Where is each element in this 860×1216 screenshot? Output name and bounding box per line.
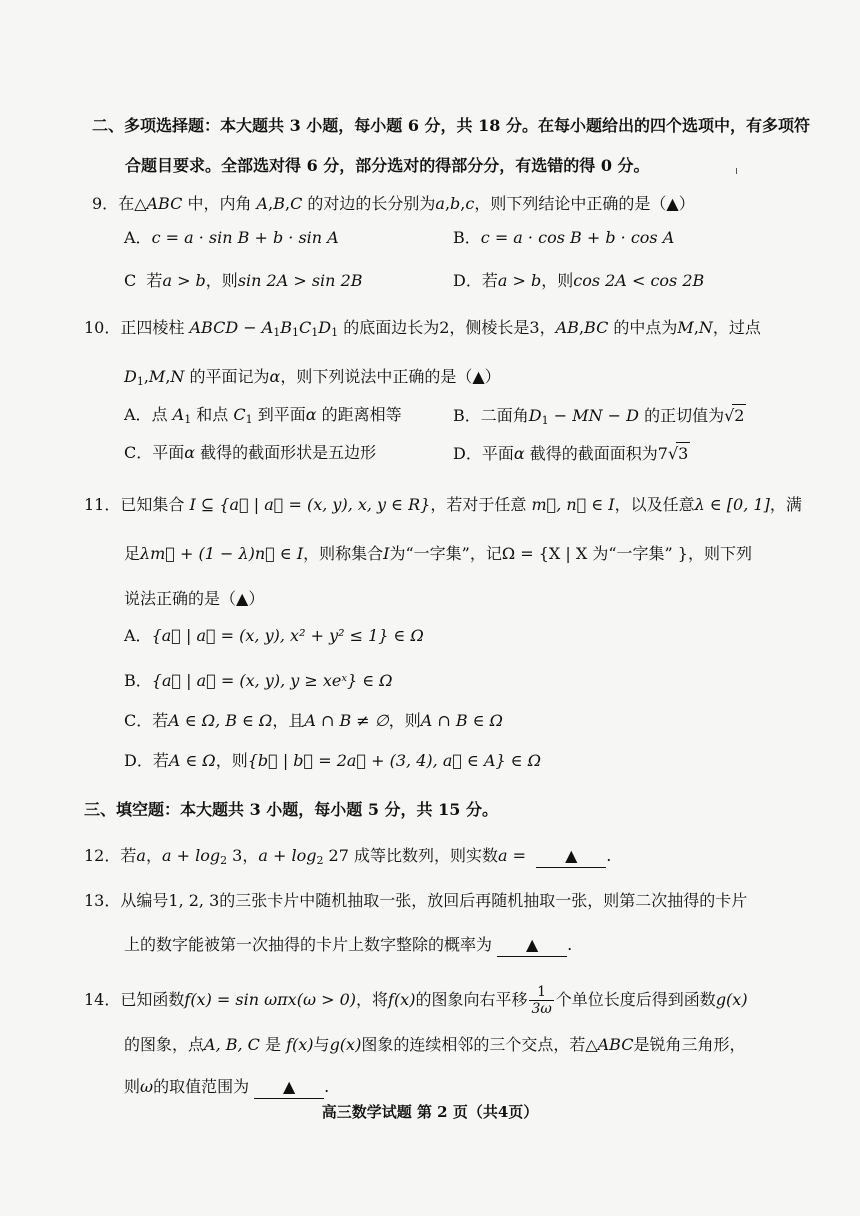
fill-in-blank[interactable]: ▲ xyxy=(254,1076,324,1099)
q9-option-c: C 若a > b，则sin 2A > sin 2B xyxy=(124,271,363,290)
question-13-line2: 上的数字能被第一次抽得的卡片上数字整除的概率为 ▲ . xyxy=(124,934,860,957)
question-14-line2: 的图象，点A, B, C 是 f(x)与g(x)图象的连续相邻的三个交点，若△ABC是锐角三角形， xyxy=(124,1035,746,1054)
question-10-stem-line1: 10．正四棱柱 ABCD − $A_1B_1C_1D_1$ 的底面边长为2，侧棱长是3，AB,BC 的中点为M,N，过点 xyxy=(84,318,761,339)
q11-option-a: A．{a⃗ | a⃗ = (x, y), x² + y² ≤ 1} ∈ Ω xyxy=(124,626,424,645)
question-9-stem: 9．在△ABC 中，内角 A,B,C 的对边的长分别为a,b,c，则下列结论中正确的是（▲） xyxy=(92,194,695,213)
question-13-line1: 13．从编号1, 2, 3的三张卡片中随机抽取一张，放回后再随机抽取一张，则第二次抽得的卡片 xyxy=(84,891,748,910)
fill-in-blank[interactable]: ▲ xyxy=(497,934,567,957)
section2-heading-line1: 二、多项选择题：本大题共 3 小题，每小题 6 分，共 18 分。在每小题给出的四个选项中，有多项符 xyxy=(92,116,810,135)
q11-number: 11． xyxy=(84,495,121,514)
question-12: 12．若a，$a + \log_2 3$，$a + \log_2 27$ 成等比数列，则实数a = ▲ . xyxy=(84,846,612,867)
q10-option-c: C．平面α 截得的截面形状是五边形 xyxy=(124,443,377,462)
q9-option-a: A．c = a · sin B + b · sin A xyxy=(124,228,339,247)
question-11-stem-line3: 说法正确的是（▲） xyxy=(124,589,265,608)
q10-number: 10． xyxy=(84,318,121,337)
scan-mark xyxy=(736,168,737,174)
q11-option-b: B．{a⃗ | a⃗ = (x, y), y ≥ xeˣ} ∈ Ω xyxy=(124,671,393,690)
q13-number: 13． xyxy=(84,891,121,910)
question-11-stem-line1: 11．已知集合 I ⊆ {a⃗ | a⃗ = (x, y), x, y ∈ R}，若对于任意 m⃗, n⃗ ∈ I，以及任意λ ∈ [0, 1]，满 xyxy=(84,495,802,514)
q14-number: 14． xyxy=(84,990,121,1009)
question-10-stem-line2: $D_1,M,N$ 的平面记为α，则下列说法中正确的是（▲） xyxy=(124,367,501,388)
q9-option-d: D．若a > b，则cos 2A < cos 2B xyxy=(453,271,705,290)
question-14-line1: 14．已知函数f(x) = sin ωπx(ω > 0)，将f(x)的图象向右平移 $\frac{1}{3\omega}$ 个单位长度后得到函数g(x) xyxy=(84,984,748,1017)
answer-placeholder: ▲ xyxy=(236,589,249,608)
answer-placeholder: ▲ xyxy=(472,367,485,386)
q12-number: 12． xyxy=(84,846,121,865)
q9-option-b: B．c = a · cos B + b · cos A xyxy=(453,228,675,247)
section3-heading: 三、填空题：本大题共 3 小题，每小题 5 分，共 15 分。 xyxy=(84,800,498,819)
q10-option-d: D．平面α 截得的截面面积为7√3 xyxy=(453,444,689,463)
answer-placeholder: ▲ xyxy=(666,194,679,213)
q9-number: 9． xyxy=(92,194,119,213)
question-11-stem-line2: 足λm⃗ + (1 − λ)n⃗ ∈ I，则称集合I为“一字集”，记Ω = {X | X 为“一字集” }，则下列 xyxy=(124,544,752,563)
question-14-line3: 则ω的取值范围为 ▲ . xyxy=(124,1076,860,1099)
fill-in-blank[interactable]: ▲ xyxy=(536,845,606,868)
page-footer: 高三数学试题 第 2 页（共4页） xyxy=(321,1103,539,1121)
fraction: $\frac{1}{3\omega}$ xyxy=(531,984,552,1017)
q11-option-c: C．若A ∈ Ω, B ∈ Ω，且A ∩ B ≠ ∅，则A ∩ B ∈ Ω xyxy=(124,711,503,730)
q10-option-b: B．二面角$D_1$ − MN − D 的正切值为√2 xyxy=(453,406,745,427)
q10-option-a: A．点 $A_1$ 和点 $C_1$ 到平面α 的距离相等 xyxy=(124,405,402,426)
q11-option-d: D．若A ∈ Ω，则{b⃗ | b⃗ = 2a⃗ + (3, 4), a⃗ ∈ A} ∈ Ω xyxy=(124,751,541,770)
section2-heading-line2: 合题目要求。全部选对得 6 分，部分选对的得部分分，有选错的得 0 分。 xyxy=(125,156,650,175)
